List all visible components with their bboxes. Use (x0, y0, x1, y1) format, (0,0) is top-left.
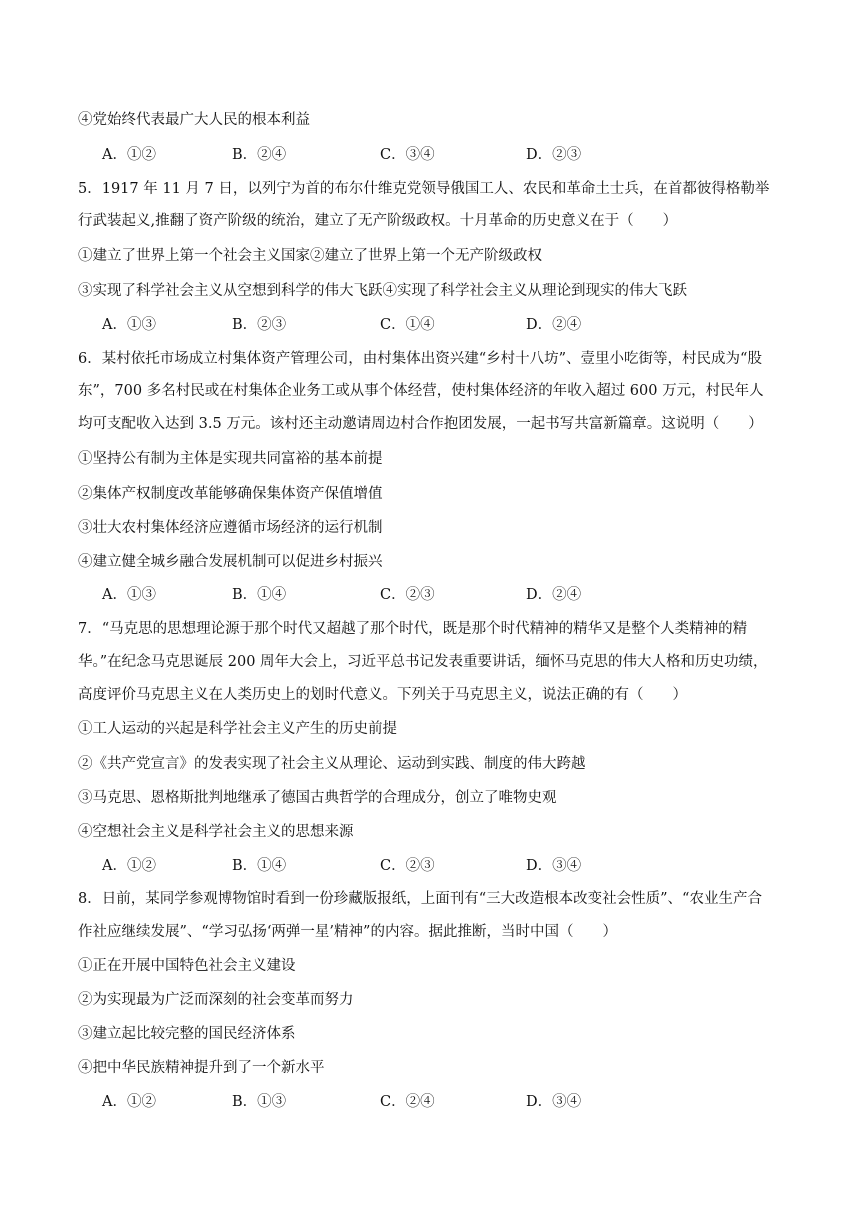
q7-option-c[interactable]: C．②③ (380, 858, 435, 874)
q6-statement-4: ④建立健全城乡融合发展机制可以促进乡村振兴 (78, 554, 383, 570)
q8-option-d[interactable]: D．③④ (526, 1094, 582, 1110)
q7-stem-line-2: 华。”在纪念马克思诞辰 200 周年大会上，习近平总书记发表重要讲话，缅怀马克思的伟大人格和历史功绩， (78, 654, 768, 670)
q8-option-b[interactable]: B．①③ (232, 1094, 287, 1110)
q6-option-d[interactable]: D．②④ (526, 587, 582, 603)
q8-option-c[interactable]: C．②④ (380, 1094, 435, 1110)
q7-statement-1: ①工人运动的兴起是科学社会主义产生的历史前提 (78, 721, 397, 737)
q5-statement-line-2: ③实现了科学社会主义从空想到科学的伟大飞跃④实现了科学社会主义从理论到现实的伟大飞跃 (78, 283, 687, 299)
q5-option-b[interactable]: B．②③ (232, 317, 287, 333)
q5-option-a[interactable]: A．①③ (102, 317, 156, 333)
q8-option-a[interactable]: A．①② (102, 1094, 156, 1110)
q4-option-c[interactable]: C．③④ (380, 147, 435, 163)
q6-statement-3: ③壮大农村集体经济应遵循市场经济的运行机制 (78, 520, 383, 536)
q8-statement-1: ①正在开展中国特色社会主义建设 (78, 958, 296, 974)
q6-option-b[interactable]: B．①④ (232, 587, 287, 603)
q5-stem-line-1: 5．1917 年 11 月 7 日，以列宁为首的布尔什维克党领导俄国工人、农民和革命土士兵，在首都彼得格勒举 (78, 181, 770, 197)
q6-options (78, 585, 798, 605)
q4-option-a[interactable]: A．①② (102, 147, 156, 163)
q6-statement-2: ②集体产权制度改革能够确保集体资产保值增值 (78, 486, 383, 502)
q6-option-c[interactable]: C．②③ (380, 587, 435, 603)
q8-options (78, 1092, 798, 1112)
q8-stem-line-1: 8．日前，某同学参观博物馆时看到一份珍藏版报纸，上面刊有“三大改造根本改变社会性质”、“农业生产合 (78, 891, 762, 907)
q5-option-c[interactable]: C．①④ (380, 317, 435, 333)
q7-statement-3: ③马克思、恩格斯批判地继承了德国古典哲学的合理成分，创立了唯物史观 (78, 790, 557, 806)
q7-options (78, 856, 798, 876)
q7-option-a[interactable]: A．①② (102, 858, 156, 874)
q4-statement-4: ④党始终代表最广大人民的根本利益 (78, 112, 310, 128)
q6-option-a[interactable]: A．①③ (102, 587, 156, 603)
q7-stem-line-1: 7．“马克思的思想理论源于那个时代又超越了那个时代，既是那个时代精神的精华又是整个人类精神的精 (78, 621, 748, 637)
q6-stem-line-3: 均可支配收入达到 3.5 万元。该村还主动邀请周边村合作抱团发展，一起书写共富新篇章。这说明（ ） (78, 416, 763, 432)
q7-option-b[interactable]: B．①④ (232, 858, 287, 874)
q5-stem-line-2: 行武装起义,推翻了资产阶级的统治，建立了无产阶级政权。十月革命的历史意义在于（ ） (78, 213, 678, 229)
q4-options (78, 145, 798, 165)
q7-option-d[interactable]: D．③④ (526, 858, 582, 874)
q7-statement-2: ②《共产党宣言》的发表实现了社会主义从理论、运动到实践、制度的伟大跨越 (78, 756, 586, 772)
q4-option-d[interactable]: D．②③ (526, 147, 582, 163)
q7-stem-line-3: 高度评价马克思主义在人类历史上的划时代意义。下列关于马克思主义，说法正确的有（ ） (78, 687, 687, 703)
q8-statement-4: ④把中华民族精神提升到了一个新水平 (78, 1060, 325, 1076)
q4-option-b[interactable]: B．②④ (232, 147, 287, 163)
q6-stem-line-1: 6．某村依托市场成立村集体资产管理公司，由村集体出资兴建“乡村十八坊”、壹里小吃街等，村民成为“股 (78, 351, 762, 367)
q6-stem-line-2: 东”，700 多名村民或在村集体企业务工或从事个体经营，使村集体经济的年收入超过 600 万元，村民年人 (78, 383, 764, 399)
q8-stem-line-2: 作社应继续发展”、“学习弘扬‘两弹一星’精神”的内容。据此推断，当时中国（ ） (78, 924, 617, 940)
q5-options (78, 315, 798, 335)
q6-statement-1: ①坚持公有制为主体是实现共同富裕的基本前提 (78, 451, 383, 467)
q8-statement-3: ③建立起比较完整的国民经济体系 (78, 1026, 296, 1042)
q5-statement-line-1: ①建立了世界上第一个社会主义国家②建立了世界上第一个无产阶级政权 (78, 248, 542, 264)
q8-statement-2: ②为实现最为广泛而深刻的社会变革而努力 (78, 992, 354, 1008)
q7-statement-4: ④空想社会主义是科学社会主义的思想来源 (78, 824, 354, 840)
q5-option-d[interactable]: D．②④ (526, 317, 582, 333)
